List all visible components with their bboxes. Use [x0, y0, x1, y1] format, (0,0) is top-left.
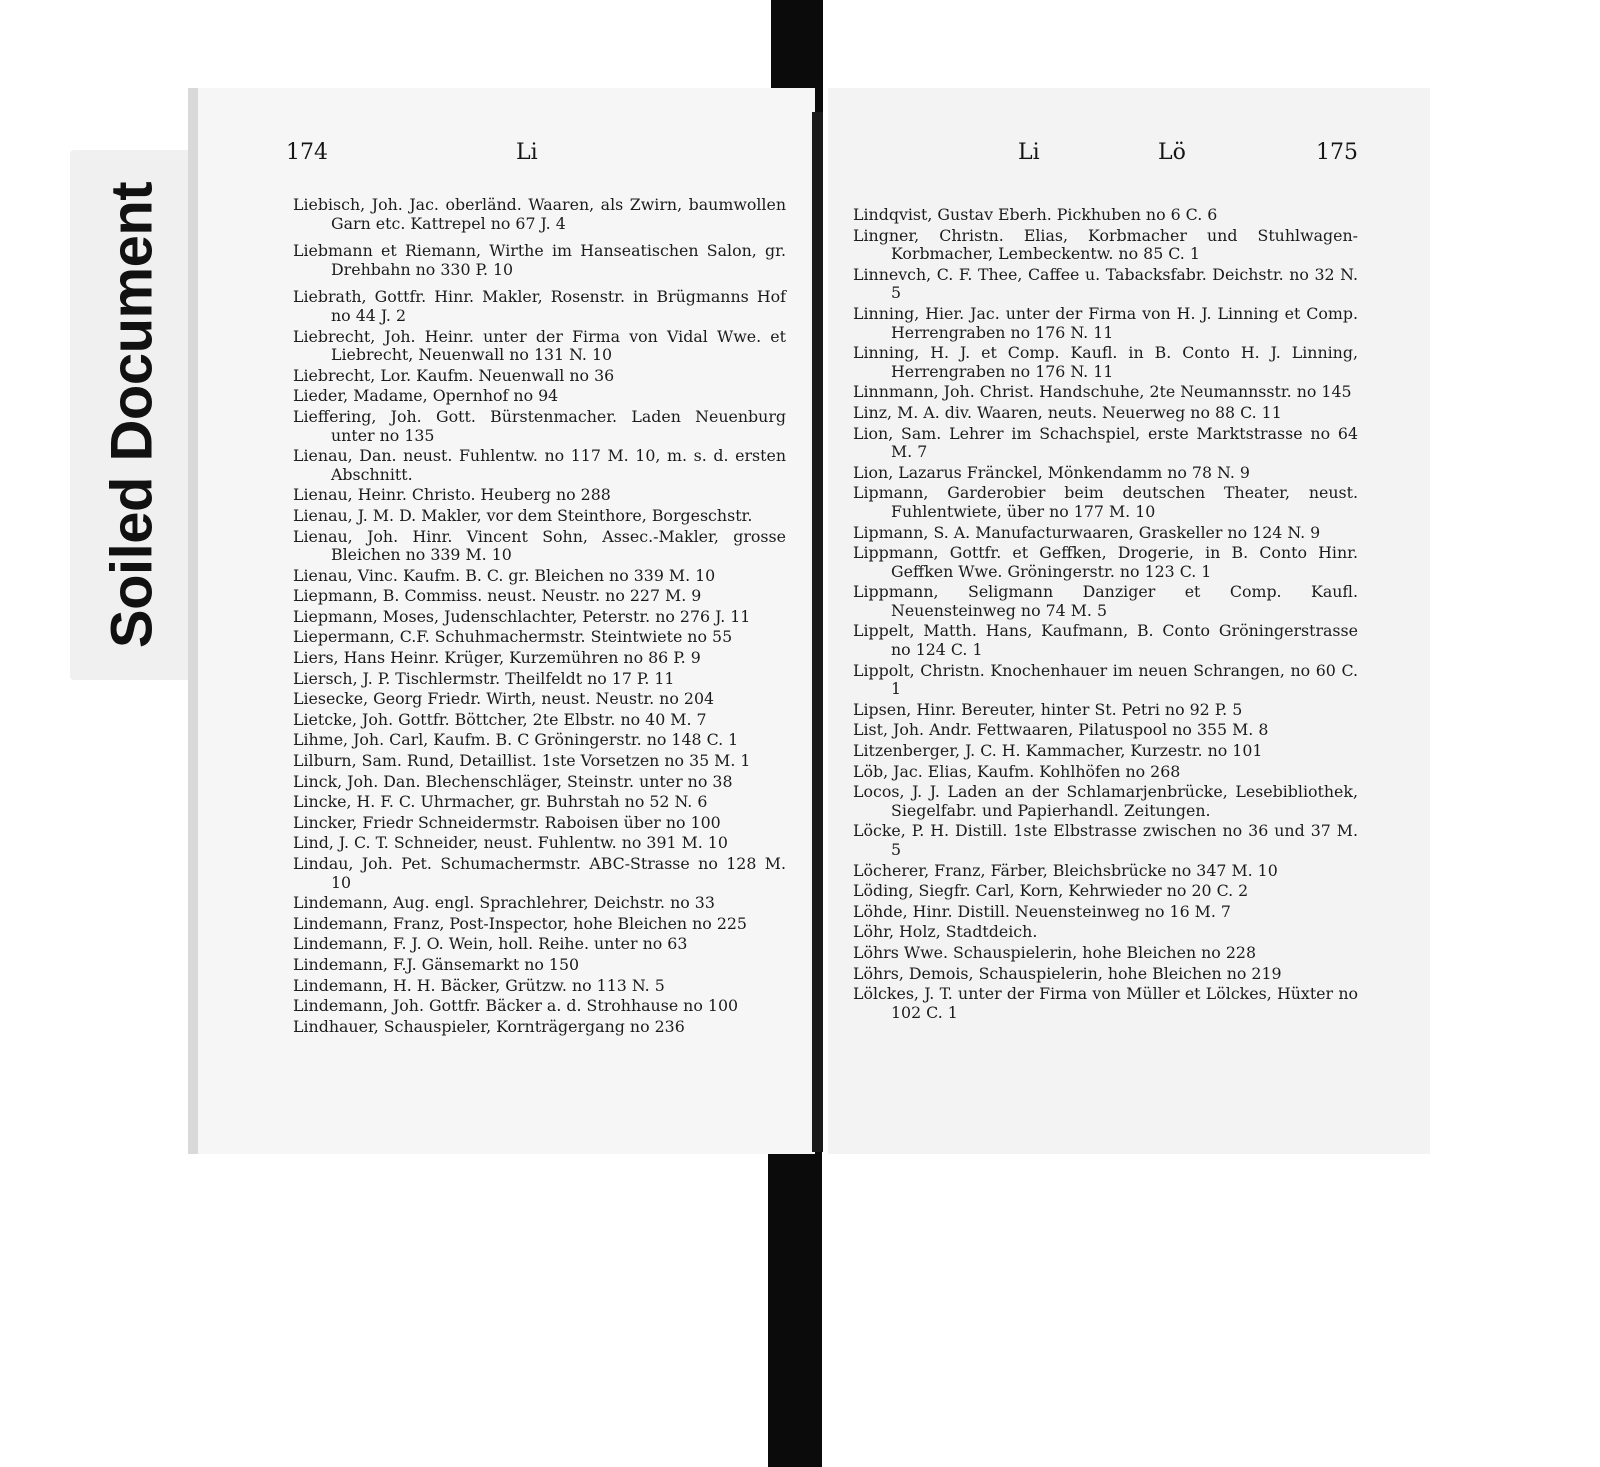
right-entry-list [853, 206, 1358, 1024]
page-number-left: 174 [286, 140, 328, 165]
directory-entry: Litzenberger, J. C. H. Kammacher, Kurzestr. no 101 [853, 741, 1263, 761]
directory-entry: Lincker, Friedr Schneidermstr. Raboisen über no 100 [293, 812, 721, 832]
directory-entry: Lipmann, Garderobier beim deutschen Theater, neust. Fuhlentwiete, über no 177 M. 10 [853, 483, 1358, 521]
directory-entry: Lienau, Dan. neust. Fuhlentw. no 117 M. 10, m. s. d. ersten Abschnitt. [293, 446, 786, 484]
directory-entry: Liebrecht, Joh. Heinr. unter der Firma von Vidal Wwe. et Liebrecht, Neuenwall no 131 N. 10 [293, 326, 786, 365]
directory-entry: Liesecke, Georg Friedr. Wirth, neust. Neustr. no 204 [293, 689, 715, 709]
directory-entry: Liepmann, B. Commiss. neust. Neustr. no 227 M. 9 [293, 586, 702, 606]
right-page [828, 88, 1430, 1154]
directory-entry: Löhrs Wwe. Schauspielerin, hohe Bleichen no 228 [853, 942, 1256, 962]
directory-entry: Linz, M. A. div. Waaren, neuts. Neuerweg no 88 C. 11 [853, 402, 1282, 422]
directory-entry: Lippmann, Seligmann Danziger et Comp. Kaufl. Neuensteinweg no 74 M. 5 [853, 582, 1358, 620]
directory-entry: Lippolt, Christn. Knochenhauer im neuen Schrangen, no 60 C. 1 [853, 660, 1358, 699]
directory-entry: Lindemann, H. H. Bäcker, Grützw. no 113 N. 5 [293, 975, 665, 995]
directory-entry: Lipsen, Hinr. Bereuter, hinter St. Petri no 92 P. 5 [853, 699, 1243, 719]
directory-entry: Lion, Sam. Lehrer im Schachspiel, erste Marktstrasse no 64 M. 7 [853, 423, 1358, 462]
directory-entry: Liepermann, C.F. Schuhmachermstr. Steintwiete no 55 [293, 627, 733, 647]
directory-entry: Lindhauer, Schauspieler, Kornträgergang no 236 [293, 1016, 685, 1036]
directory-entry: Liersch, J. P. Tischlermstr. Theilfeldt no 17 P. 11 [293, 668, 675, 688]
directory-entry: Löcke, P. H. Distill. 1ste Elbstrasse zwischen no 36 und 37 M. 5 [853, 821, 1358, 859]
directory-entry: List, Joh. Andr. Fettwaaren, Pilatuspool no 355 M. 8 [853, 720, 1269, 740]
directory-entry: Lindemann, F. J. O. Wein, holl. Reihe. unter no 63 [293, 934, 688, 954]
directory-entry: Löhr, Holz, Stadtdeich. [853, 922, 1038, 942]
directory-entry: Löcherer, Franz, Färber, Bleichsbrücke no 347 M. 10 [853, 860, 1278, 880]
directory-entry: Lienau, Vinc. Kaufm. B. C. gr. Bleichen no 339 M. 10 [293, 565, 716, 585]
left-entry-list [293, 196, 786, 1038]
running-header-right-lo: Lö [1158, 140, 1186, 165]
left-page [188, 88, 815, 1154]
directory-entry: Lietcke, Joh. Gottfr. Böttcher, 2te Elbstr. no 40 M. 7 [293, 709, 707, 729]
directory-entry: Liebrecht, Lor. Kaufm. Neuenwall no 36 [293, 365, 615, 385]
directory-entry: Liepmann, Moses, Judenschlachter, Peterstr. no 276 J. 11 [293, 606, 751, 626]
directory-entry: Lindemann, F.J. Gänsemarkt no 150 [293, 954, 580, 974]
directory-entry: Liebmann et Riemann, Wirthe im Hanseatischen Salon, gr. Drehbahn no 330 P. 10 [293, 241, 786, 279]
directory-entry: Lindemann, Joh. Gottfr. Bäcker a. d. Strohhause no 100 [293, 996, 739, 1016]
running-header-right-li: Li [1018, 140, 1040, 165]
directory-entry: Linning, Hier. Jac. unter der Firma von H. J. Linning et Comp. Herrengraben no 176 N. 11 [853, 303, 1358, 342]
binding-strip-bottom [768, 1146, 822, 1467]
directory-entry: Lienau, Joh. Hinr. Vincent Sohn, Assec.-Makler, grosse Bleichen no 339 M. 10 [293, 526, 786, 565]
directory-entry: Linnmann, Joh. Christ. Handschuhe, 2te Neumannsstr. no 145 [853, 382, 1352, 402]
directory-entry: Löhrs, Demois, Schauspielerin, hohe Bleichen no 219 [853, 963, 1282, 983]
directory-entry: Löhde, Hinr. Distill. Neuensteinweg no 16 M. 7 [853, 901, 1231, 921]
soiled-document-stamp: Soiled Document [99, 181, 165, 649]
directory-entry: Lingner, Christn. Elias, Korbmacher und Stuhlwagen-Korbmacher, Lembeckentw. no 85 C. 1 [853, 225, 1358, 264]
running-header-left: Li [516, 140, 538, 165]
directory-entry: Liebisch, Joh. Jac. oberländ. Waaren, als Zwirn, baumwollen Garn etc. Kattrepel no 67 J. 4 [293, 195, 786, 233]
directory-entry: Linning, H. J. et Comp. Kaufl. in B. Conto H. J. Linning, Herrengraben no 176 N. 11 [853, 343, 1358, 381]
open-book [188, 88, 1430, 1154]
directory-entry: Lion, Lazarus Fränckel, Mönkendamm no 78 N. 9 [853, 462, 1250, 482]
directory-entry: Lindemann, Aug. engl. Sprachlehrer, Deichstr. no 33 [293, 893, 715, 913]
directory-entry: Lilburn, Sam. Rund, Detaillist. 1ste Vorsetzen no 35 M. 1 [293, 751, 751, 771]
directory-entry: Löb, Jac. Elias, Kaufm. Kohlhöfen no 268 [853, 761, 1181, 781]
directory-entry: Lipmann, S. A. Manufacturwaaren, Graskeller no 124 N. 9 [853, 522, 1321, 542]
directory-entry: Lihme, Joh. Carl, Kaufm. B. C Gröningerstr. no 148 C. 1 [293, 730, 739, 750]
page-number-right: 175 [1316, 140, 1358, 165]
directory-entry: Lindau, Joh. Pet. Schumachermstr. ABC-Strasse no 128 M. 10 [293, 854, 786, 892]
directory-entry: Lincke, H. F. C. Uhrmacher, gr. Buhrstah no 52 N. 6 [293, 792, 708, 812]
directory-entry: Lieder, Madame, Opernhof no 94 [293, 386, 559, 406]
directory-entry: Locos, J. J. Laden an der Schlamarjenbrücke, Lesebibliothek, Siegelfabr. und Papierhandl. Zeitungen. [853, 782, 1358, 820]
directory-entry: Liebrath, Gottfr. Hinr. Makler, Rosenstr. in Brügmanns Hof no 44 J. 2 [293, 287, 786, 325]
directory-entry: Lienau, J. M. D. Makler, vor dem Steinthore, Borgeschstr. [293, 505, 753, 525]
directory-entry: Linnevch, C. F. Thee, Caffee u. Tabacksfabr. Deichstr. no 32 N. 5 [853, 264, 1358, 303]
directory-entry: Löding, Siegfr. Carl, Korn, Kehrwieder no 20 C. 2 [853, 881, 1249, 901]
directory-entry: Lindqvist, Gustav Eberh. Pickhuben no 6 C. 6 [853, 205, 1218, 224]
directory-entry: Lippelt, Matth. Hans, Kaufmann, B. Conto Gröningerstrasse no 124 C. 1 [853, 621, 1358, 660]
directory-entry: Lieffering, Joh. Gott. Bürstenmacher. Laden Neuenburg unter no 135 [293, 406, 786, 445]
directory-entry: Liers, Hans Heinr. Krüger, Kurzemühren no 86 P. 9 [293, 648, 701, 668]
directory-entry: Lind, J. C. T. Schneider, neust. Fuhlentw. no 391 M. 10 [293, 833, 728, 853]
book-spine [812, 112, 823, 1152]
directory-entry: Linck, Joh. Dan. Blechenschläger, Steinstr. unter no 38 [293, 771, 733, 791]
directory-entry: Lindemann, Franz, Post-Inspector, hohe Bleichen no 225 [293, 913, 747, 933]
directory-entry: Lölckes, J. T. unter der Firma von Müller et Lölckes, Hüxter no 102 C. 1 [853, 984, 1358, 1022]
directory-entry: Lippmann, Gottfr. et Geffken, Drogerie, in B. Conto Hinr. Geffken Wwe. Gröningerstr. no 123 C. 1 [853, 543, 1358, 581]
directory-entry: Lienau, Heinr. Christo. Heuberg no 288 [293, 485, 611, 505]
